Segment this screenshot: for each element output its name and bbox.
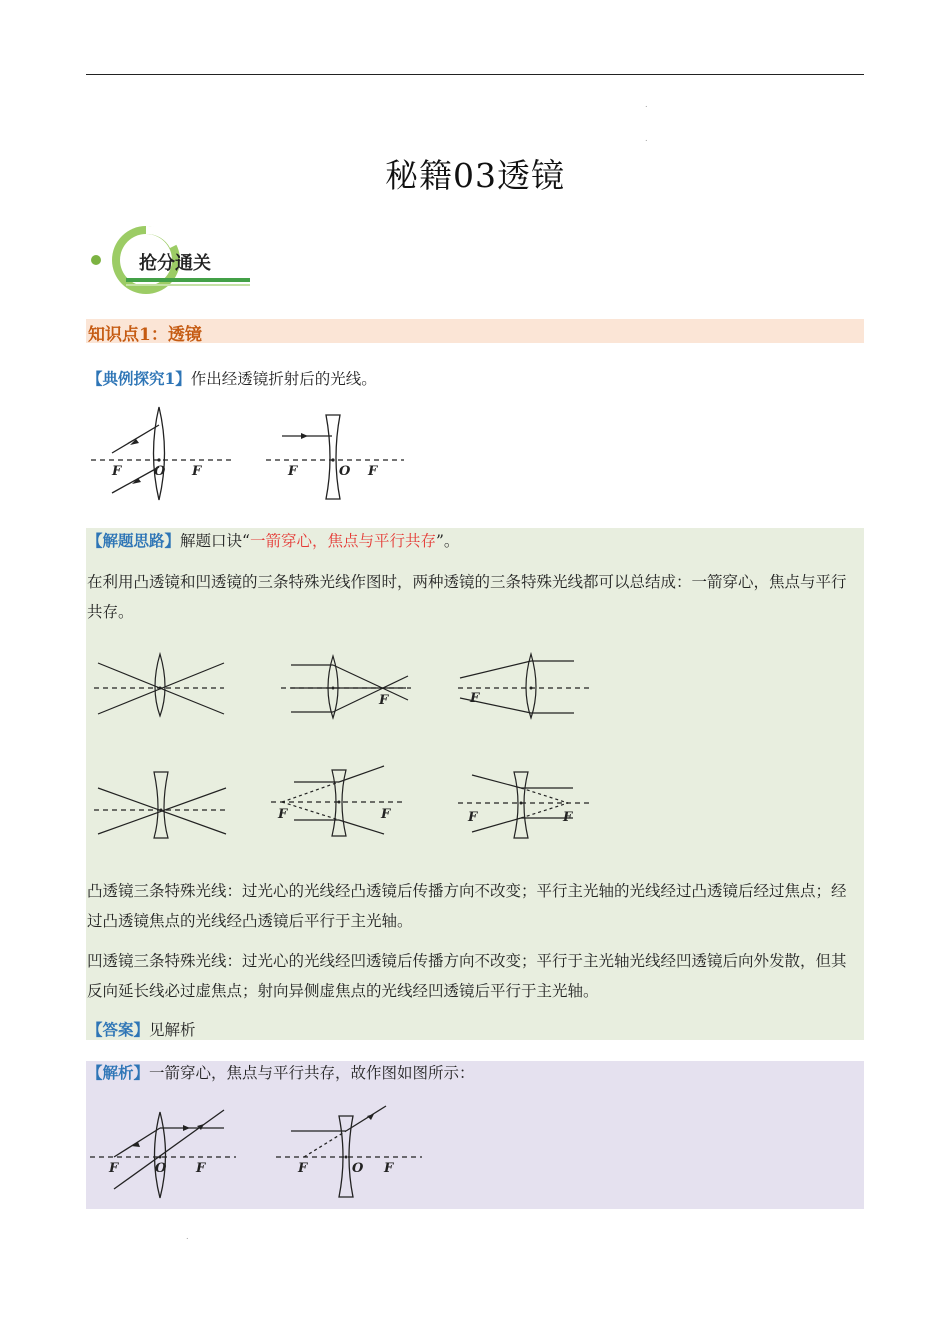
lens-rules-diagram	[86, 648, 606, 848]
label-F: F	[470, 691, 480, 706]
thinking-text-before: 解题口诀“	[180, 532, 250, 550]
label-F: F	[288, 464, 298, 479]
thinking-tag: 【解题思路】	[87, 531, 181, 550]
label-F: F	[278, 807, 288, 822]
thinking-line	[87, 531, 459, 551]
label-F: F	[298, 1161, 308, 1176]
mnemonic: 一箭穿心，焦点与平行共存	[249, 532, 436, 550]
knowledge-point-bar	[86, 319, 864, 343]
page-title: 秘籍03透镜	[385, 156, 565, 195]
label-O: O	[154, 464, 166, 479]
example-line	[87, 369, 377, 389]
stray-dot: .	[186, 1232, 189, 1241]
analysis-tag: 【解析】	[87, 1063, 150, 1082]
answer-text: 见解析	[149, 1021, 196, 1039]
thinking-paragraph: 在利用凸透镜和凹透镜的三条特殊光线作图时，两种透镜的三条特殊光线都可以总结成：一箭穿心，焦点与平行共存。	[87, 573, 847, 621]
label-F: F	[384, 1161, 394, 1176]
convex-rules-paragraph: 凸透镜三条特殊光线：过光心的光线经凸透镜后传播方向不改变；平行主光轴的光线经过凸透镜后经过焦点；经过凸透镜焦点的光线经凸透镜后平行于主光轴。	[87, 882, 847, 930]
label-F: F	[196, 1161, 206, 1176]
label-F: F	[192, 464, 202, 479]
concave-rules-paragraph: 凹透镜三条特殊光线：过光心的光线经凹透镜后传播方向不改变；平行于主光轴光线经凹透镜后向外发散，但其反向延长线必过虚焦点；射向异侧虚焦点的光线经凹透镜后平行于主光轴。	[87, 952, 847, 1000]
banner-label: 抢分通关	[139, 253, 211, 274]
thinking-text-after: ”。	[435, 532, 460, 550]
analysis-diagram	[86, 1100, 431, 1205]
label-F: F	[368, 464, 378, 479]
analysis-line	[87, 1063, 475, 1083]
header-rule	[86, 74, 864, 75]
analysis-text: 一箭穿心，焦点与平行共存，故作图如图所示：	[149, 1064, 475, 1082]
example-text: 作出经透镜折射后的光线。	[190, 370, 377, 388]
label-O: O	[352, 1161, 364, 1176]
label-F: F	[468, 810, 478, 825]
label-F: F	[381, 807, 391, 822]
stray-dot: .	[645, 134, 648, 143]
example-tag: 【典例探究1】	[87, 369, 191, 388]
label-O: O	[339, 464, 351, 479]
stray-dot: .	[645, 100, 648, 109]
label-F: F	[563, 810, 573, 825]
label-F: F	[112, 464, 122, 479]
example-diagram	[86, 405, 416, 505]
answer-tag: 【答案】	[87, 1020, 150, 1039]
label-F: F	[379, 693, 389, 708]
label-O: O	[155, 1161, 167, 1176]
answer-line	[87, 1020, 196, 1040]
knowledge-point-title: 知识点1：透镜	[88, 325, 202, 345]
label-F: F	[109, 1161, 119, 1176]
